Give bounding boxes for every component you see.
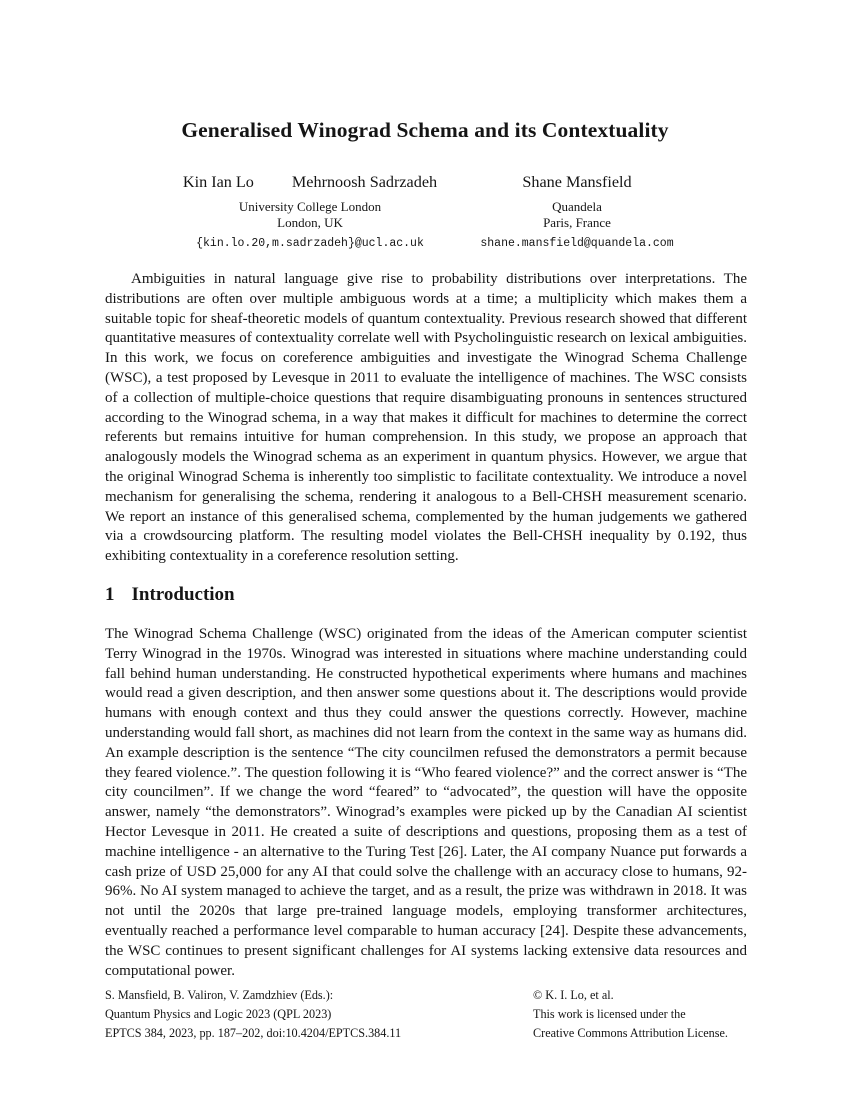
affiliation-line-location: Paris, France: [543, 214, 611, 230]
author-name-kin-ian-lo: Kin Ian Lo: [182, 173, 254, 191]
section-number: 1: [105, 584, 115, 605]
footer-venue-line: Quantum Physics and Logic 2023 (QPL 2023): [105, 1007, 332, 1021]
introduction-paragraph: The Winograd Schema Challenge (WSC) originated from the ideas of the American computer scientist Terry Winograd in the 1970s. Winograd was interested in situations where machine understanding could fall behind human understanding. He constructed hypothetical experiments where humans and machines would read a given description, and then answer some questions about it. The descriptions would provide humans with enough context and thus they could answer the questions correctly. However, machine understanding would fall short, as machines did not learn from the context in the same way as humans did. An example description is the sentence “The city councilmen refused the demonstrators a permit because they feared violence.”. The question following it is “Who feared violence?” and the correct answer is “The city councilmen”. If we change the word “feared” to “advocated”, the question will have the opposite answer, namely “the demonstrators”. Winograd’s examples were picked up by the Canadian AI scientist Hector Levesque in 2011. He created a suite of descriptions and questions, proposing them as a test of machine intelligence - an alternative to the Turing Test [26]. Later, the AI company Nuance put forwards a cash prize of USD 25,000 for any AI that could solve the challenge with an accuracy close to humans, 92-96%. No AI system managed to achieve the target, and as a result, the prize was withdrawn in 2018. It was not until the 2020s that large pre-trained language models, employing transformer architectures, eventually reached a performance level comparable to human accuracy [24]. Despite these advancements, the WSC continues to present significant challenges for AI systems lacking extensive data resources and computational power.: [105, 626, 747, 979]
author-name-shane-mansfield: Shane Mansfield: [522, 173, 632, 191]
license-link[interactable]: Creative Commons Attribution License.: [533, 1026, 728, 1040]
author-name-mehrnoosh-sadrzadeh: Mehrnoosh Sadrzadeh: [291, 173, 438, 191]
footer-license-info: [533, 986, 728, 1043]
author-group-quandela: [447, 173, 707, 250]
footer-eptcs-line: [105, 1024, 401, 1043]
affiliation-ucl: [140, 199, 480, 230]
copyright-line: © K. I. Lo, et al.: [533, 988, 614, 1002]
author-names-row: [447, 173, 707, 192]
affiliation-quandela: [447, 199, 707, 230]
abstract-text: Ambiguities in natural language give rise to probability distributions over interpretations. The distributions are often over multiple ambiguous words at a time; a multiplicity which makes them a suitable topic for sheaf-theoretic models of quantum contextuality. Previous research showed that different quantitative measures of contextuality correlate well with Psycholinguistic research on lexical ambiguities. In this work, we focus on coreference ambiguities and investigate the Winograd Schema Challenge (WSC), a test proposed by Levesque in 2011 to evaluate the intelligence of machines. The WSC consists of a collection of multiple-choice questions that require disambiguating pronouns in sentences structured according to the Winograd schema, in a way that makes it difficult for machines to determine the correct referents but remains intuitive for human comprehension. In this study, we propose an approach that analogously models the Winograd schema as an experiment in quantum physics. However, we argue that the original Winograd Schema is inherently too simplistic to facilitate contextuality. We introduce a novel mechanism for generalising the schema, rendering it analogous to a Bell-CHSH measurement scenario. We report an instance of this generalised schema, complemented by the human judgements we gathered via a crowdsourcing platform. The resulting model violates the Bell-CHSH inequality by 0.192, thus exhibiting contextuality in a coreference resolution setting.: [105, 271, 747, 565]
affiliation-line-institution: University College London: [238, 199, 382, 214]
author-names-row: [140, 173, 480, 192]
email-shane-mansfield[interactable]: shane.mansfield@quandela.com: [480, 237, 674, 250]
affiliation-line-institution: Quandela: [552, 199, 602, 214]
email-ucl-authors[interactable]: {kin.lo.20,m.sadrzadeh}@ucl.ac.uk: [196, 237, 424, 250]
footer-editors-line: S. Mansfield, B. Valiron, V. Zamdzhiev (Eds.):: [105, 988, 334, 1002]
section-title: Introduction: [131, 584, 235, 605]
footer-publication-info: [105, 986, 401, 1043]
affiliation-line-location: London, UK: [277, 214, 343, 230]
paper-title: Generalised Winograd Schema and its Contextuality: [181, 118, 669, 142]
license-text-line: This work is licensed under the: [533, 1007, 686, 1021]
footer-eptcs-text: EPTCS 384, 2023, pp. 187–202,: [105, 1026, 267, 1040]
doi-link[interactable]: doi:10.4204/EPTCS.384.11: [266, 1026, 402, 1040]
author-group-ucl: [140, 173, 480, 250]
section-heading-introduction: [105, 584, 745, 606]
authors-block: [105, 173, 745, 263]
